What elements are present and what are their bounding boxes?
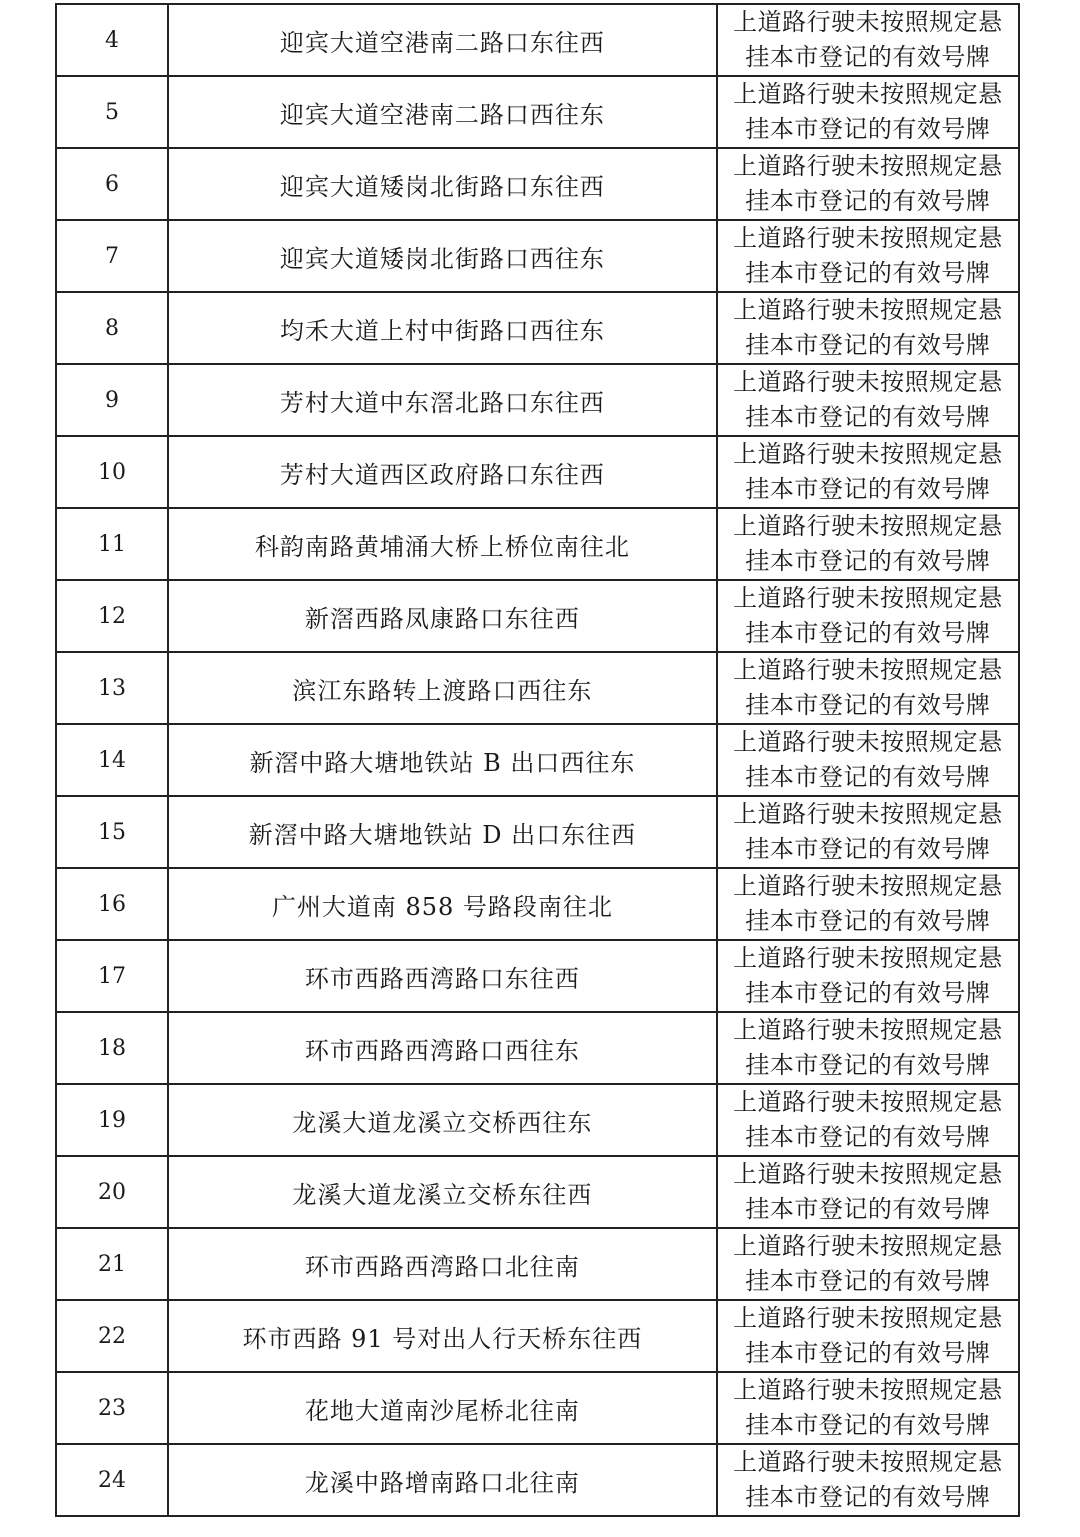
row-number-cell: 4	[56, 4, 168, 76]
violation-text-line: 挂本市登记的有效号牌	[745, 1483, 991, 1511]
violation-cell	[717, 148, 1019, 220]
location-cell: 迎宾大道矮岗北街路口东往西	[168, 148, 717, 220]
location-cell: 新滘中路大塘地铁站 D 出口东往西	[168, 796, 717, 868]
violation-cell	[717, 364, 1019, 436]
row-number-cell: 6	[56, 148, 168, 220]
violation-text-line: 上道路行驶未按照规定悬	[733, 368, 1003, 396]
row-number-cell: 21	[56, 1228, 168, 1300]
violation-cell	[717, 76, 1019, 148]
location-cell: 迎宾大道空港南二路口西往东	[168, 76, 717, 148]
violation-text-line: 挂本市登记的有效号牌	[745, 259, 991, 287]
row-number-cell: 5	[56, 76, 168, 148]
violation-text-line: 挂本市登记的有效号牌	[745, 187, 991, 215]
violation-cell	[717, 796, 1019, 868]
table-row	[56, 4, 1019, 76]
violation-text-line: 上道路行驶未按照规定悬	[733, 872, 1003, 900]
violation-text-line: 上道路行驶未按照规定悬	[733, 440, 1003, 468]
location-cell: 环市西路西湾路口西往东	[168, 1012, 717, 1084]
violation-cell	[717, 1372, 1019, 1444]
row-number-cell: 14	[56, 724, 168, 796]
violation-text-line: 挂本市登记的有效号牌	[745, 619, 991, 647]
table-row	[56, 1372, 1019, 1444]
violation-locations-table-wrapper	[55, 3, 1020, 1517]
location-cell: 新滘西路凤康路口东往西	[168, 580, 717, 652]
table-row	[56, 148, 1019, 220]
violation-text-line: 上道路行驶未按照规定悬	[733, 800, 1003, 828]
violation-text-line: 上道路行驶未按照规定悬	[733, 1160, 1003, 1188]
violation-cell	[717, 1012, 1019, 1084]
violation-text-line: 上道路行驶未按照规定悬	[733, 1088, 1003, 1116]
violation-cell	[717, 724, 1019, 796]
location-cell: 滨江东路转上渡路口西往东	[168, 652, 717, 724]
table-row	[56, 724, 1019, 796]
row-number-cell: 23	[56, 1372, 168, 1444]
violation-cell	[717, 940, 1019, 1012]
violation-cell	[717, 1084, 1019, 1156]
location-cell: 环市西路西湾路口东往西	[168, 940, 717, 1012]
violation-text-line: 上道路行驶未按照规定悬	[733, 8, 1003, 36]
violation-cell	[717, 580, 1019, 652]
location-cell: 迎宾大道矮岗北街路口西往东	[168, 220, 717, 292]
violation-cell	[717, 1444, 1019, 1516]
table-row	[56, 580, 1019, 652]
row-number-cell: 24	[56, 1444, 168, 1516]
violation-text-line: 上道路行驶未按照规定悬	[733, 1304, 1003, 1332]
row-number-cell: 11	[56, 508, 168, 580]
row-number-cell: 13	[56, 652, 168, 724]
row-number-cell: 7	[56, 220, 168, 292]
violation-text-line: 上道路行驶未按照规定悬	[733, 224, 1003, 252]
violation-text-line: 挂本市登记的有效号牌	[745, 1339, 991, 1367]
violation-cell	[717, 292, 1019, 364]
row-number-cell: 15	[56, 796, 168, 868]
table-row	[56, 364, 1019, 436]
table-row	[56, 292, 1019, 364]
location-cell: 环市西路西湾路口北往南	[168, 1228, 717, 1300]
location-cell: 科韵南路黄埔涌大桥上桥位南往北	[168, 508, 717, 580]
violation-text-line: 挂本市登记的有效号牌	[745, 907, 991, 935]
table-row	[56, 868, 1019, 940]
table-body	[56, 4, 1019, 1516]
violation-text-line: 上道路行驶未按照规定悬	[733, 512, 1003, 540]
table-row	[56, 652, 1019, 724]
table-row	[56, 1084, 1019, 1156]
row-number-cell: 10	[56, 436, 168, 508]
table-row	[56, 1444, 1019, 1516]
violation-text-line: 挂本市登记的有效号牌	[745, 1051, 991, 1079]
violation-text-line: 上道路行驶未按照规定悬	[733, 1016, 1003, 1044]
violation-text-line: 挂本市登记的有效号牌	[745, 835, 991, 863]
location-cell: 均禾大道上村中街路口西往东	[168, 292, 717, 364]
violation-text-line: 挂本市登记的有效号牌	[745, 403, 991, 431]
violation-text-line: 上道路行驶未按照规定悬	[733, 296, 1003, 324]
violation-text-line: 挂本市登记的有效号牌	[745, 1411, 991, 1439]
violation-text-line: 挂本市登记的有效号牌	[745, 1195, 991, 1223]
row-number-cell: 8	[56, 292, 168, 364]
violation-cell	[717, 508, 1019, 580]
violation-text-line: 挂本市登记的有效号牌	[745, 763, 991, 791]
violation-text-line: 上道路行驶未按照规定悬	[733, 656, 1003, 684]
table-row	[56, 220, 1019, 292]
violation-cell	[717, 1300, 1019, 1372]
violation-text-line: 挂本市登记的有效号牌	[745, 43, 991, 71]
table-row	[56, 796, 1019, 868]
violation-cell	[717, 436, 1019, 508]
violation-text-line: 上道路行驶未按照规定悬	[733, 1448, 1003, 1476]
row-number-cell: 9	[56, 364, 168, 436]
violation-text-line: 上道路行驶未按照规定悬	[733, 1376, 1003, 1404]
table-row	[56, 1228, 1019, 1300]
violation-text-line: 挂本市登记的有效号牌	[745, 475, 991, 503]
row-number-cell: 12	[56, 580, 168, 652]
violation-text-line: 挂本市登记的有效号牌	[745, 331, 991, 359]
location-cell: 龙溪中路增南路口北往南	[168, 1444, 717, 1516]
table-row	[56, 436, 1019, 508]
row-number-cell: 16	[56, 868, 168, 940]
location-cell: 花地大道南沙尾桥北往南	[168, 1372, 717, 1444]
location-cell: 新滘中路大塘地铁站 B 出口西往东	[168, 724, 717, 796]
violation-text-line: 挂本市登记的有效号牌	[745, 547, 991, 575]
row-number-cell: 17	[56, 940, 168, 1012]
table-row	[56, 508, 1019, 580]
violation-cell	[717, 4, 1019, 76]
violation-text-line: 挂本市登记的有效号牌	[745, 979, 991, 1007]
table-row	[56, 76, 1019, 148]
table-row	[56, 940, 1019, 1012]
row-number-cell: 22	[56, 1300, 168, 1372]
violation-locations-table	[55, 3, 1020, 1517]
row-number-cell: 20	[56, 1156, 168, 1228]
location-cell: 龙溪大道龙溪立交桥东往西	[168, 1156, 717, 1228]
violation-text-line: 上道路行驶未按照规定悬	[733, 728, 1003, 756]
violation-text-line: 上道路行驶未按照规定悬	[733, 944, 1003, 972]
violation-text-line: 上道路行驶未按照规定悬	[733, 152, 1003, 180]
location-cell: 广州大道南 858 号路段南往北	[168, 868, 717, 940]
location-cell: 迎宾大道空港南二路口东往西	[168, 4, 717, 76]
violation-cell	[717, 652, 1019, 724]
violation-cell	[717, 1228, 1019, 1300]
violation-text-line: 上道路行驶未按照规定悬	[733, 80, 1003, 108]
violation-text-line: 挂本市登记的有效号牌	[745, 691, 991, 719]
row-number-cell: 19	[56, 1084, 168, 1156]
location-cell: 环市西路 91 号对出人行天桥东往西	[168, 1300, 717, 1372]
location-cell: 芳村大道中东滘北路口东往西	[168, 364, 717, 436]
violation-text-line: 上道路行驶未按照规定悬	[733, 1232, 1003, 1260]
table-row	[56, 1156, 1019, 1228]
violation-text-line: 挂本市登记的有效号牌	[745, 1267, 991, 1295]
row-number-cell: 18	[56, 1012, 168, 1084]
violation-cell	[717, 868, 1019, 940]
violation-cell	[717, 220, 1019, 292]
location-cell: 芳村大道西区政府路口东往西	[168, 436, 717, 508]
violation-text-line: 挂本市登记的有效号牌	[745, 115, 991, 143]
violation-text-line: 挂本市登记的有效号牌	[745, 1123, 991, 1151]
table-row	[56, 1300, 1019, 1372]
violation-text-line: 上道路行驶未按照规定悬	[733, 584, 1003, 612]
violation-cell	[717, 1156, 1019, 1228]
table-row	[56, 1012, 1019, 1084]
location-cell: 龙溪大道龙溪立交桥西往东	[168, 1084, 717, 1156]
